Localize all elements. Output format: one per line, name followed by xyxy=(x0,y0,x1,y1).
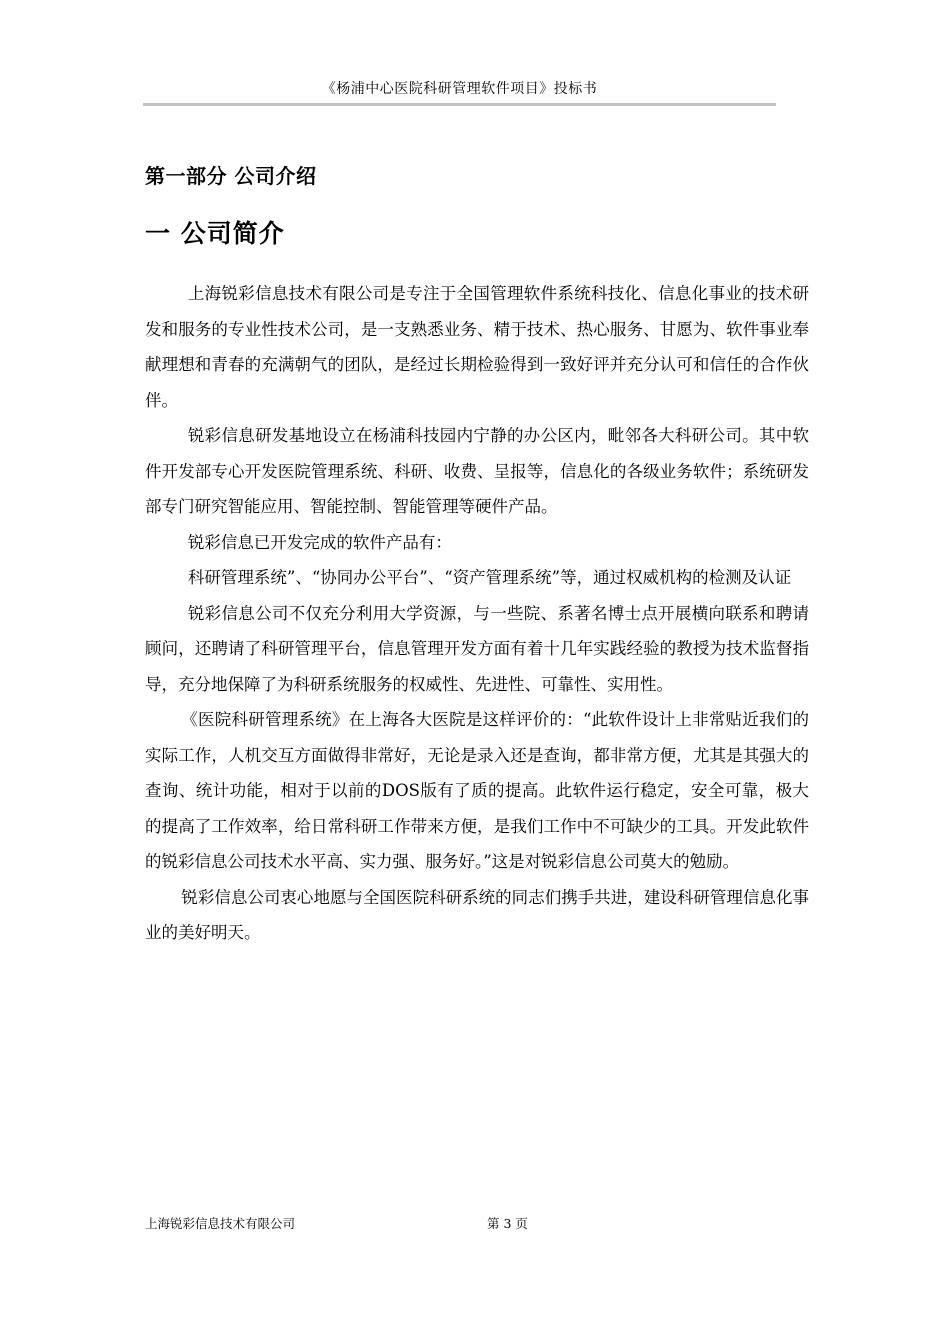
paragraph-closing: 锐彩信息公司衷心地愿与全国医院科研系统的同志们携手共进，建设科研管理信息化事业的美好明天。 xyxy=(145,887,809,942)
page-header-title: 《杨浦中心医院科研管理软件项目》投标书 xyxy=(321,81,598,97)
paragraph-intro: 上海锐彩信息技术有限公司是专注于全国管理软件系统科技化、信息化事业的技术研发和服务的专业性技术公司，是一支熟悉业务、精于技术、热心服务、甘愿为、软件事业奉献理想和青春的充满朝气的团队，是经过长期检验得到一致好评并充分认可和信任的合作伙伴。 xyxy=(145,284,809,410)
paragraph-review: 《医院科研管理系统》在上海各大医院是这样评价的：“此软件设计上非常贴近我们的实际工作，人机交互方面做得非常好，无论是录入还是查询，都非常方便，尤其是其强大的查询、统计功能，相对于以前的DOS版有了质的提高。此软件运行稳定，安全可靠，极大的提高了工作效率，给日常科研工作带来方便，是我们工作中不可缺少的工具。开发此软件的锐彩信息公司技术水平高、实力强、服务好。”这是对锐彩信息公司莫大的勉励。 xyxy=(145,710,809,871)
paragraph-products-intro: 锐彩信息已开发完成的软件产品有： xyxy=(187,532,452,552)
paragraph-resources: 锐彩信息公司不仅充分利用大学资源，与一些院、系著名博士点开展横向联系和聘请顾问，还聘请了科研管理平台，信息管理开发方面有着十几年实践经验的教授为技术监督指导，充分地保障了为科研系统服务的权威性、先进性、可靠性、实用性。 xyxy=(145,603,809,694)
paragraph-products-list: 科研管理系统”、“协同办公平台”、“资产管理系统”等，通过权威机构的检测及认证 xyxy=(187,568,792,587)
body-text xyxy=(145,276,809,951)
paragraph-rd-base: 锐彩信息研发基地设立在杨浦科技园内宁静的办公区内，毗邻各大科研公司。其中软件开发部专心开发医院管理系统、科研、收费、呈报等，信息化的各级业务软件；系统研发部专门研究智能应用、智能控制、智能管理等硬件产品。 xyxy=(145,426,809,516)
footer-page-number: 第 3 页 xyxy=(487,1216,528,1231)
part-heading: 第一部分 公司介绍 xyxy=(145,164,317,188)
section-heading: 一 公司简介 xyxy=(145,219,285,248)
header-divider xyxy=(143,103,776,106)
footer-company: 上海锐彩信息技术有限公司 xyxy=(145,1216,296,1231)
